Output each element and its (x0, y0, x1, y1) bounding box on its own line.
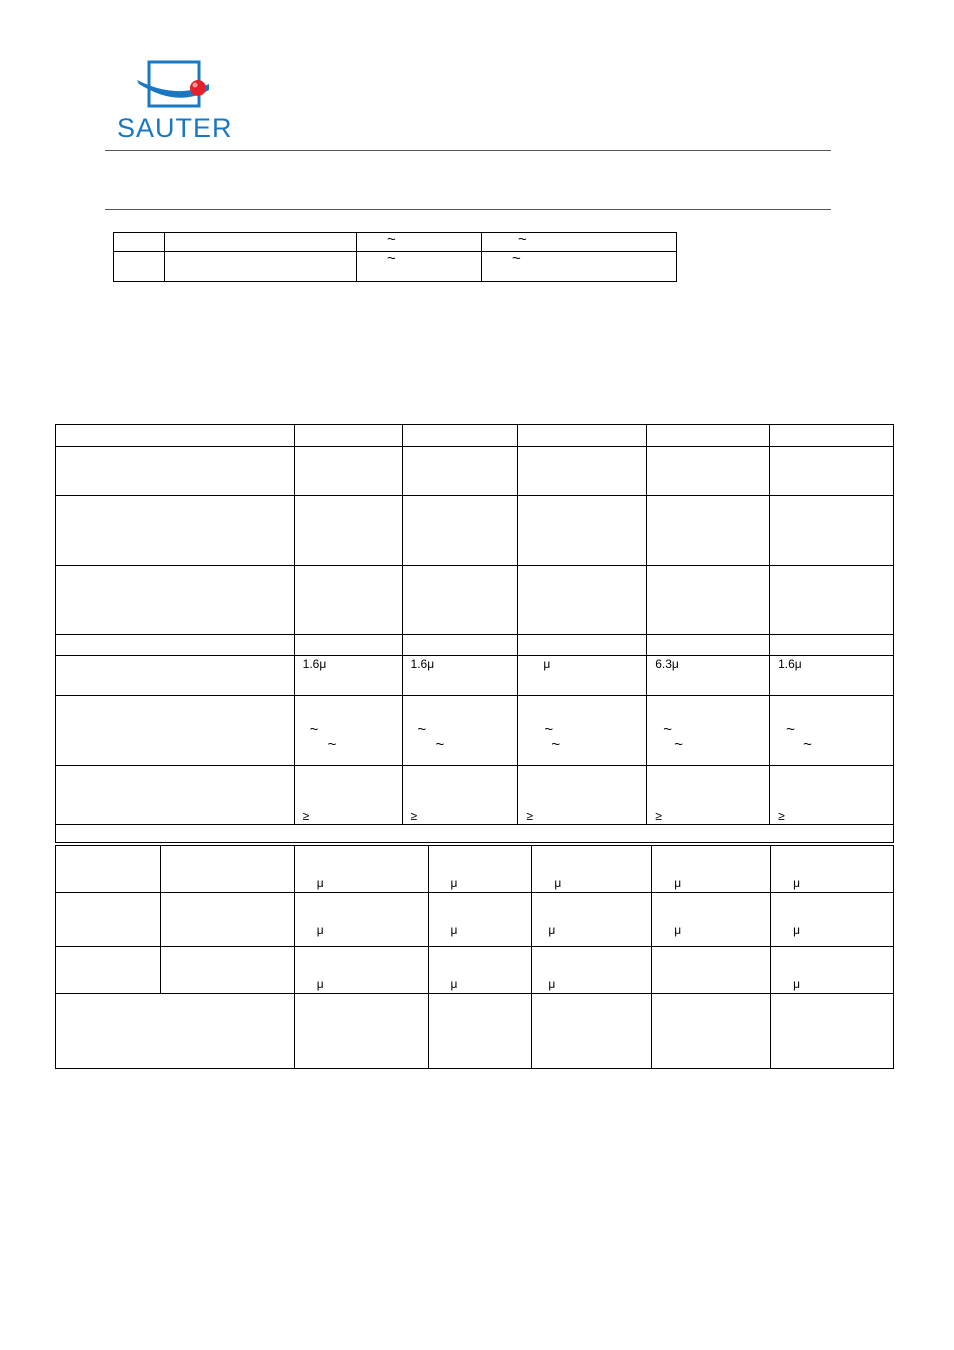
tilde-text: ~ (387, 231, 396, 248)
mu-symbol: μ (674, 923, 682, 937)
table-row (56, 496, 894, 566)
mu-symbol: μ (316, 977, 324, 991)
tilde-text: ~ (544, 721, 554, 738)
tilde-text: ~ (417, 721, 427, 738)
tilde-text: ~ (309, 721, 319, 738)
sauter-logo-mark (117, 60, 243, 116)
mu-symbol: μ (450, 977, 458, 991)
spec-table (55, 424, 894, 843)
tilde-text: ~ (674, 736, 683, 753)
mu-symbol: μ (674, 876, 682, 890)
logo-text: SAUTER (117, 113, 233, 143)
roughness-value: 1.6μ (302, 657, 327, 671)
table-row (56, 425, 894, 447)
mu-symbol: μ (548, 923, 556, 937)
tilde-text: ~ (327, 736, 337, 753)
table-row (114, 252, 677, 282)
tilde-text: ~ (551, 736, 561, 753)
min-row (56, 766, 894, 825)
ge-symbol: ≥ (655, 809, 662, 823)
roughness-row (56, 656, 894, 696)
table-row (114, 233, 677, 252)
header-rule-top (105, 150, 831, 151)
tilde-text: ~ (387, 250, 396, 267)
mu-symbol: μ (450, 923, 458, 937)
mu-symbol: μ (450, 876, 458, 890)
micro-table (55, 845, 894, 1069)
tilde-text: ~ (518, 231, 527, 248)
tilde-text: ~ (803, 736, 812, 753)
ge-symbol: ≥ (778, 809, 785, 823)
table-row (56, 447, 894, 496)
table-row (56, 947, 894, 994)
section-row (56, 825, 894, 843)
roughness-value: 6.3μ (655, 657, 679, 671)
table-row (56, 635, 894, 656)
ge-symbol: ≥ (526, 809, 533, 823)
mu-symbol: μ (793, 876, 801, 890)
roughness-value: 1.6μ (410, 657, 435, 671)
ge-symbol: ≥ (410, 809, 418, 823)
mu-symbol: μ (554, 876, 562, 890)
table-row (56, 846, 894, 893)
table-row (56, 893, 894, 947)
tilde-text: ~ (663, 721, 672, 738)
header-rule-bottom (105, 209, 831, 210)
tilde-text: ~ (786, 721, 795, 738)
top-table (113, 232, 677, 282)
range-row (56, 696, 894, 766)
roughness-value: 1.6μ (778, 657, 802, 671)
mu-symbol: μ (316, 923, 324, 937)
ge-symbol: ≥ (302, 809, 310, 823)
mu-symbol: μ (793, 977, 801, 991)
tilde-text: ~ (435, 736, 445, 753)
sauter-logo (117, 60, 243, 144)
table-row (56, 994, 894, 1069)
table-row (56, 566, 894, 635)
roughness-value: μ (543, 657, 551, 671)
mu-symbol: μ (793, 923, 801, 937)
mu-symbol: μ (316, 876, 324, 890)
mu-symbol: μ (548, 977, 556, 991)
tilde-text: ~ (512, 250, 521, 267)
